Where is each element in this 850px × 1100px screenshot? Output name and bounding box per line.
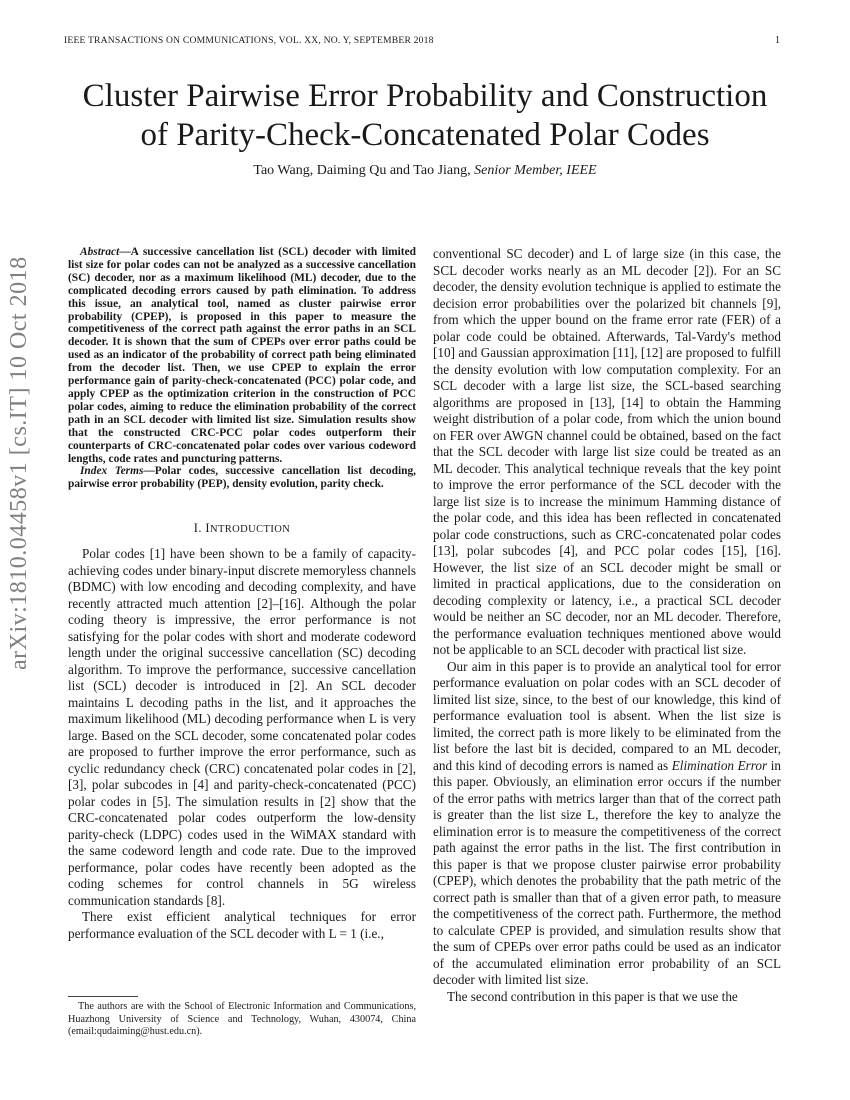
index-terms-text: —Polar codes, successive cancellation list decoding, pairwise error probability (PEP), density evolution, parity check.	[68, 465, 416, 491]
running-header: IEEE TRANSACTIONS ON COMMUNICATIONS, VOL. XX, NO. Y, SEPTEMBER 2018	[64, 35, 434, 46]
right-paragraph-2	[433, 659, 781, 989]
author-line	[40, 163, 810, 179]
right-paragraph-1: conventional SC decoder) and L of large size (in this case, the SCL decoder works nearly as an ML decoder [2]). For an SC decoder, the density evolution technique is applied to estimate the decision error probabilities over the polarized bit channels [9], from which the upper bound on the frame error rate (FER) of a polar code could be obtained. Afterwards, Tal-Vardy's method [10] and Gaussian approximation [11], [12] are proposed to fulfill the density evolution with low computation complexity. For an SCL decoder with a large list size, the SCL-based searching algorithms are proposed in [13], [14] to obtain the Hamming weight distribution of a polar code, from which the union bound on FER over AWGN channel could be obtained, based on the fact that the SCL decoder with large list size could be treated as an ML decoder. This analytical technique reveals that the key point to improve the error performance of the SCL decoder with the large list size is to increase the minimum Hamming distance of the polar code, and this idea has been reflected in concatenated polar code constructions, such as CRC-concatenated polar codes [13], polar subcodes [4], and PCC polar codes [15], [16]. However, the list size of an SCL decoder might be small or limited in practical applications, due to the consideration on decoding complexity or latency, i.e., a practical SCL decoder would be neither an SC decoder, nor an ML decoder. Therefore, the performance evaluation techniques mentioned above would not be applicable to an SCL decoder with practical list size.	[433, 246, 781, 657]
author-names: Tao Wang, Daiming Qu and Tao Jiang,	[253, 163, 471, 178]
abstract-text: —A successive cancellation list (SCL) decoder with limited list size for polar codes can not be analyzed as a successive cancellation (SC) decoder, nor as a maximum likelihood (ML) decoder, due to the complicated decoding errors caused by path elimination. To address this issue, an analytical tool, named as cluster pairwise error probability (CPEP), is proposed in this paper to measure the competitiveness of the correct path against the error paths in an SCL decoder. It is shown that the sum of CPEPs over error paths could be used as an indicator of the probability of correct path being eliminated from the decoder list. Then, we use CPEP to explain the error performance gain of parity-check-concatenated (PCC) polar code, and apply CPEP as the optimization criterion in the construction of PCC polar codes, aiming to reduce the elimination probability of the correct path in an SCL decoder with limited list size. Simulation results show that the constructed CRC-PCC polar codes outperform their counterparts of CRC-concatenated polar codes over various codeword lengths, code rates and puncturing patterns.	[68, 246, 416, 465]
index-terms	[68, 465, 416, 491]
intro-paragraph-1: Polar codes [1] have been shown to be a family of capacity-achieving codes under binary-input discrete memoryless channels (BDMC) with low encoding and decoding complexity, and have recently attracted much attention [2]–[16]. Although the polar coding theory is impressive, the error performance is not satisfying for the polar codes with short and moderate codeword length under the original successive cancellation (SC) decoding algorithm. To improve the performance, successive cancellation list (SCL) decoder is introduced in [2]. An SCL decoder maintains L decoding paths in the list, and it approaches the maximum likelihood (ML) decoding performance when L is very large. Based on the SCL decoder, some concatenated polar codes are proposed to further improve the error performance, such as cyclic redundancy check (CRC) concatenated polar codes in [2], [3], polar subcodes in [4] and parity-check-concatenated (PCC) polar codes in [5]. The simulation results in [2] show that the CRC-concatenated polar codes outperform the low-density parity-check (LDPC) codes used in the WiMAX standard with the same codeword length and code rate. Due to the improved performance, polar codes have recently been adopted as the coding schemes for control channels in 5G wireless communication standards [8].	[68, 546, 416, 908]
intro-paragraph-2: There exist efficient analytical techniques for error performance evaluation of the SCL decoder with L = 1 (i.e.,	[68, 909, 416, 941]
section-heading-introduction	[68, 521, 416, 536]
abstract-label: Abstract	[80, 246, 120, 258]
title-line-1: Cluster Pairwise Error Probability and Construction	[82, 78, 768, 114]
right-paragraph-3: The second contribution in this paper is that we use the	[447, 988, 738, 1004]
right-paragraph-2-start: Our aim in this paper is to provide an analytical tool for error performance evaluation on polar codes with an SCL decoder of limited list size, since, to the best of our knowledge, this kind of performance evaluation tool is absent. When the list size is limited, the correct path is more likely to be eliminated from the list before the last bit is decided, compared to an ML decoder, and this kind of decoding errors is named as	[433, 658, 781, 773]
author-role: Senior Member, IEEE	[474, 163, 597, 178]
author-footnote: The authors are with the School of Electronic Information and Communications, Huazhong University of Science and Technology, Wuhan, 430074, China (email:qudaiming@hust.edu.cn).	[68, 1001, 416, 1038]
footnote-divider	[68, 996, 138, 997]
elimination-error-term: Elimination Error	[671, 757, 768, 773]
index-terms-label: Index Terms	[80, 465, 144, 478]
paper-title	[40, 77, 810, 155]
arxiv-identifier[interactable]: arXiv:1810.04458v1 [cs.IT] 10 Oct 2018	[6, 256, 32, 670]
section-title-rest: NTRODUCTION	[209, 524, 291, 536]
abstract	[68, 246, 416, 465]
right-column	[433, 246, 781, 1005]
section-numeral: I. I	[193, 521, 210, 536]
right-paragraph-2-end: in this paper. Obviously, an elimination error occurs if the number of the error paths with metrics larger than that of the correct path is greater than the list size L, therefore the key to analyze the elimination error is to measure the competitiveness of the correct path against the error paths in the list. The first contribution in this paper is that we propose cluster pairwise error probability (CPEP), which denotes the probability that the path metric of the correct path is smaller than that of a given error path, to measure the competitiveness of the correct path. Furthermore, the method to calculate CPEP is provided, and simulation results show that the sum of CPEPs over error paths could be used as an indicator of the accumulated elimination error probability of an SCL decoder with limited list size.	[433, 757, 781, 987]
page-number: 1	[775, 35, 780, 46]
title-line-2: of Parity-Check-Concatenated Polar Codes	[140, 117, 710, 153]
left-column	[68, 246, 416, 942]
